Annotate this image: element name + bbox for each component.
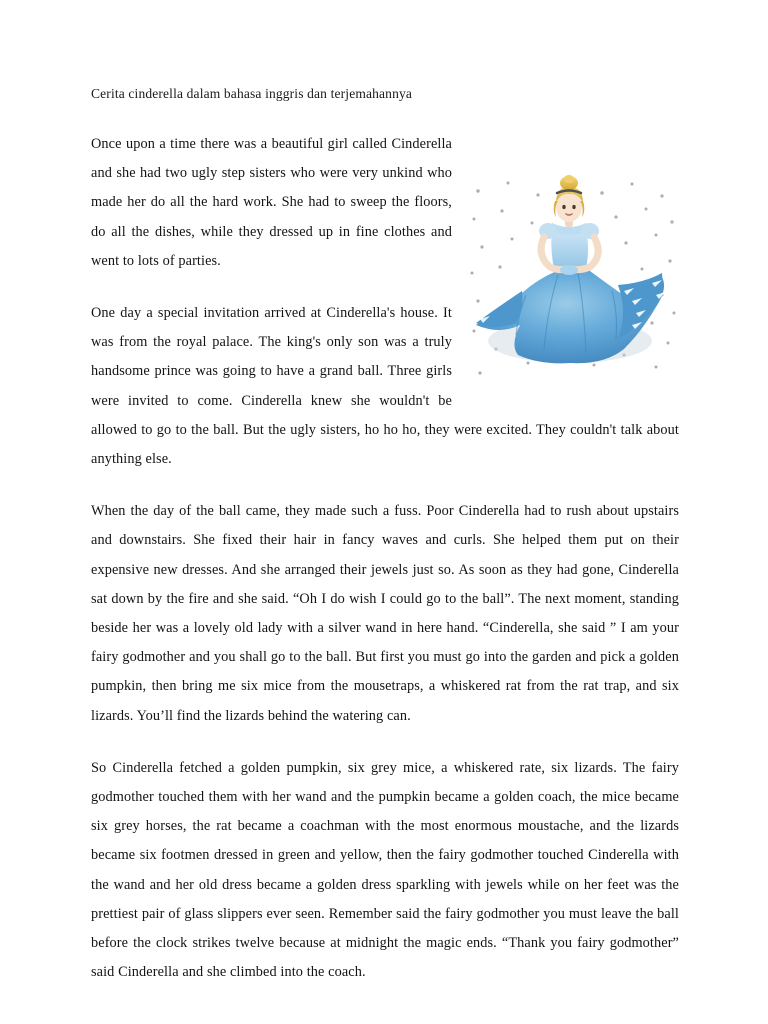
paragraph: So Cinderella fetched a golden pumpkin, six grey mice, a whiskered rate, six lizards. The fairy godmother touched them with her wand and the pumpkin became a golden coach, the mice became six grey horses, the rat became a coachman with the most enormous moustache, and the lizards became six footmen dressed in green and yellow, then the fairy godmother touched Cinderella with the wand and her old dress became a golden dress sparkling with jewels while on her feet was the prettiest pair of glass slippers ever seen. Remember said the fairy godmother you must leave the ball before the clock strikes twelve because at midnight the magic ends. “Thank you fairy godmother” said Cinderella and she climbed into the coach.: [91, 759, 679, 981]
page-title: Cerita cinderella dalam bahasa inggris dan terjemahannya: [91, 86, 413, 101]
paragraph: One day a special invitation arrived at Cinderella's house. It was from the royal palace. The king's only son was a truly handsome prince was going to have a grand ball. Three girls were invited to come. Cinderella knew she wouldn't be allowed to go to the ball. But the ugly sisters, ho ho ho, they were excited. They couldn't talk about anything else.: [91, 305, 679, 468]
document-body: [91, 84, 679, 987]
paragraph: When the day of the ball came, they made such a fuss. Poor Cinderella had to rush about upstairs and downstairs. She fixed their hair in fancy waves and curls. She helped them put on their expensive new dresses. And she arranged their jewels just so. As soon as they had gone, Cinderella sat down by the fire and she said. “Oh I do wish I could go to the ball”. The next moment, standing beside her was a lovely old lady with a silver wand in here hand. “Cinderella, she said ” I am your fairy godmother and you shall go to the ball. But first you must go into the garden and pick a golden pumpkin, then bring me six mice from the mousetraps, a whiskered rat from the rat trap, and six lizards. You’ll find the lizards behind the watering can.: [91, 503, 679, 724]
paragraph: Once upon a time there was a beautiful girl called Cinderella and she had two ugly step sisters who were very unkind who made her do all the hard work. She had to sweep the floors, do all the dishes, while they dressed up in fine clothes and went to lots of parties.: [91, 136, 452, 269]
